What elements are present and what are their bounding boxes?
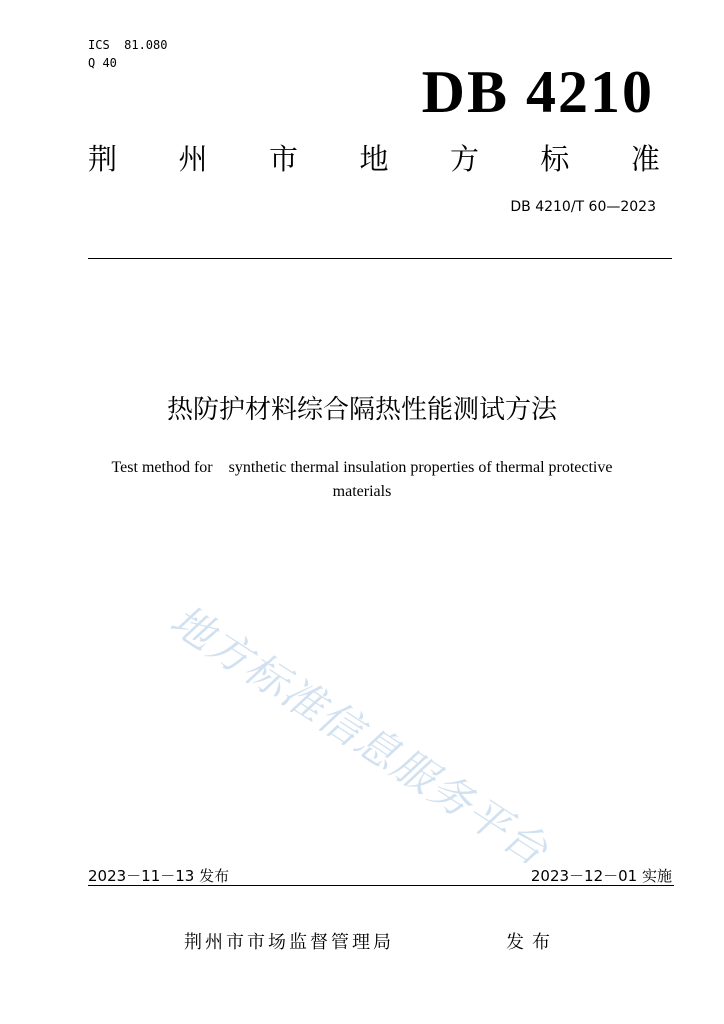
standard-type-char: 州 xyxy=(178,142,208,176)
footer-divider xyxy=(88,885,674,886)
ics-code: ICS 81.080 xyxy=(88,38,168,52)
header-divider xyxy=(88,258,672,259)
watermark: 地方标准信息服务平台 xyxy=(161,595,558,876)
standard-type-char: 荆 xyxy=(88,142,118,176)
standard-mark: DB 4210 xyxy=(421,59,654,125)
standard-type xyxy=(88,140,660,178)
issue-date: 2023－11－13 发布 xyxy=(88,867,230,885)
standard-type-char: 标 xyxy=(540,142,570,176)
standard-type-char: 方 xyxy=(449,142,479,176)
title-english-line-2: materials xyxy=(332,483,392,500)
document-title-chinese: 热防护材料综合隔热性能测试方法 xyxy=(166,395,557,425)
standard-type-char: 地 xyxy=(359,142,389,176)
issued-label: 发布 xyxy=(506,932,558,953)
standard-type-char: 市 xyxy=(268,142,298,176)
ccs-code: Q 40 xyxy=(88,56,117,70)
implementation-date: 2023－12－01 实施 xyxy=(530,867,672,885)
issuing-authority: 荆州市市场监督管理局 xyxy=(184,932,394,953)
document-title-english xyxy=(80,456,644,504)
standard-type-char: 准 xyxy=(630,142,660,176)
standard-number: DB 4210/T 60—2023 xyxy=(510,199,656,215)
title-english-line-1: Test method for synthetic thermal insulation properties of thermal protective xyxy=(111,459,613,476)
